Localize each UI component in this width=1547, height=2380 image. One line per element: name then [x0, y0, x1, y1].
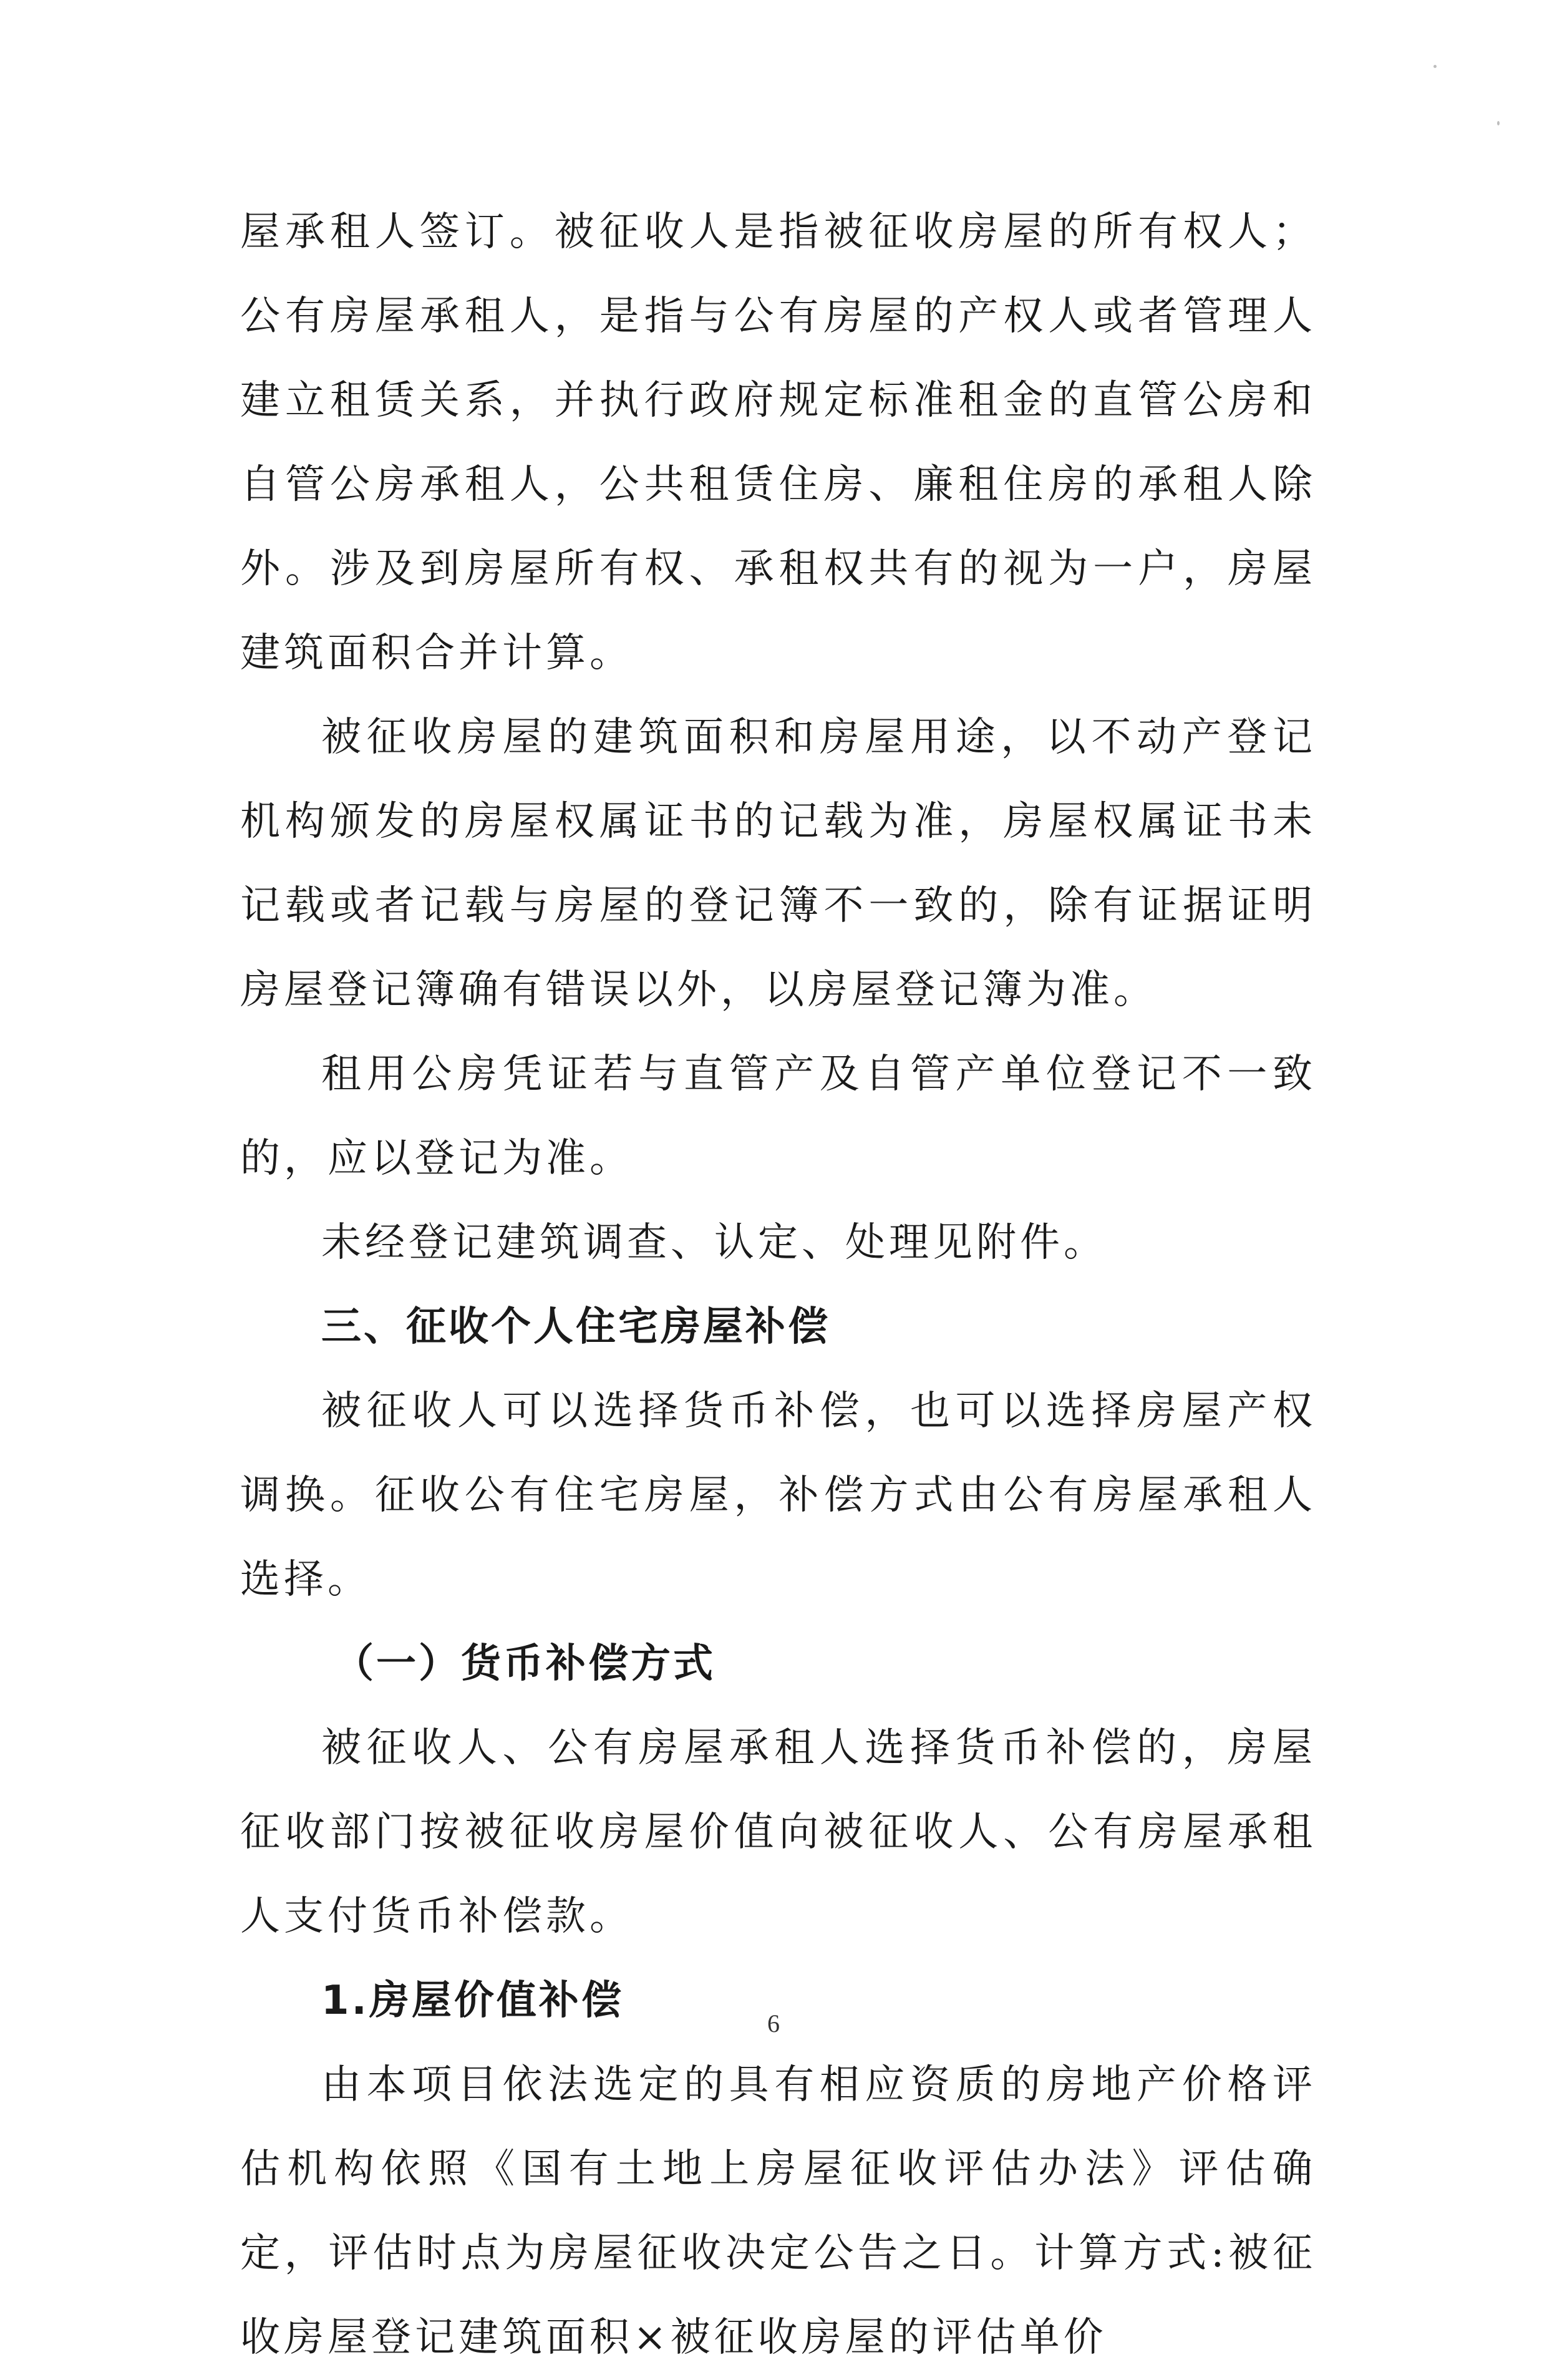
paragraph-valuation-method: 由本项目依法选定的具有相应资质的房地产价格评估机构依照《国有土地上房屋征收评估办法》评估确定，评估时点为房屋征收决定公告之日。计算方式:被征收房屋登记建筑面积×被征收房屋的评估单价: [240, 2062, 1316, 2361]
paragraph-continuation: 屋承租人签订。被征收人是指被征收房屋的所有权人；公有房屋承租人，是指与公有房屋的产权人或者管理人建立租赁关系，并执行政府规定标准租金的直管公房和自管公房承租人，公共租赁住房、廉租住房的承租人除外。涉及到房屋所有权、承租权共有的视为一户，房屋建筑面积合并计算。: [240, 209, 1316, 676]
item-heading-house-value: 1.房屋价值补偿: [321, 1978, 624, 2024]
page-number: 6: [767, 2009, 780, 2038]
subsection-heading-monetary: （一）货币补偿方式: [334, 1641, 715, 1687]
paragraph-public-housing-certificate: 租用公房凭证若与直管产及自管产单位登记不一致的，应以登记为准。: [240, 1051, 1316, 1182]
scan-speck: [1497, 121, 1500, 125]
paragraph-unregistered-buildings: 未经登记建筑调查、认定、处理见附件。: [321, 1220, 1107, 1266]
paragraph-building-area: 被征收房屋的建筑面积和房屋用途，以不动产登记机构颁发的房屋权属证书的记载为准，房屋权属证书未记载或者记载与房屋的登记簿不一致的，除有证据证明房屋登记簿确有错误以外，以房屋登记簿为准。: [240, 714, 1316, 1013]
section-heading-residential-compensation: 三、征收个人住宅房屋补偿: [321, 1304, 830, 1350]
body-text: [240, 190, 1316, 2380]
paragraph-compensation-choice: 被征收人可以选择货币补偿，也可以选择房屋产权调换。征收公有住宅房屋，补偿方式由公有房屋承租人选择。: [240, 1388, 1316, 1603]
scan-speck: [1433, 65, 1437, 68]
paragraph-monetary-compensation: 被征收人、公有房屋承租人选择货币补偿的，房屋征收部门按被征收房屋价值向被征收人、公有房屋承租人支付货币补偿款。: [240, 1725, 1316, 1940]
